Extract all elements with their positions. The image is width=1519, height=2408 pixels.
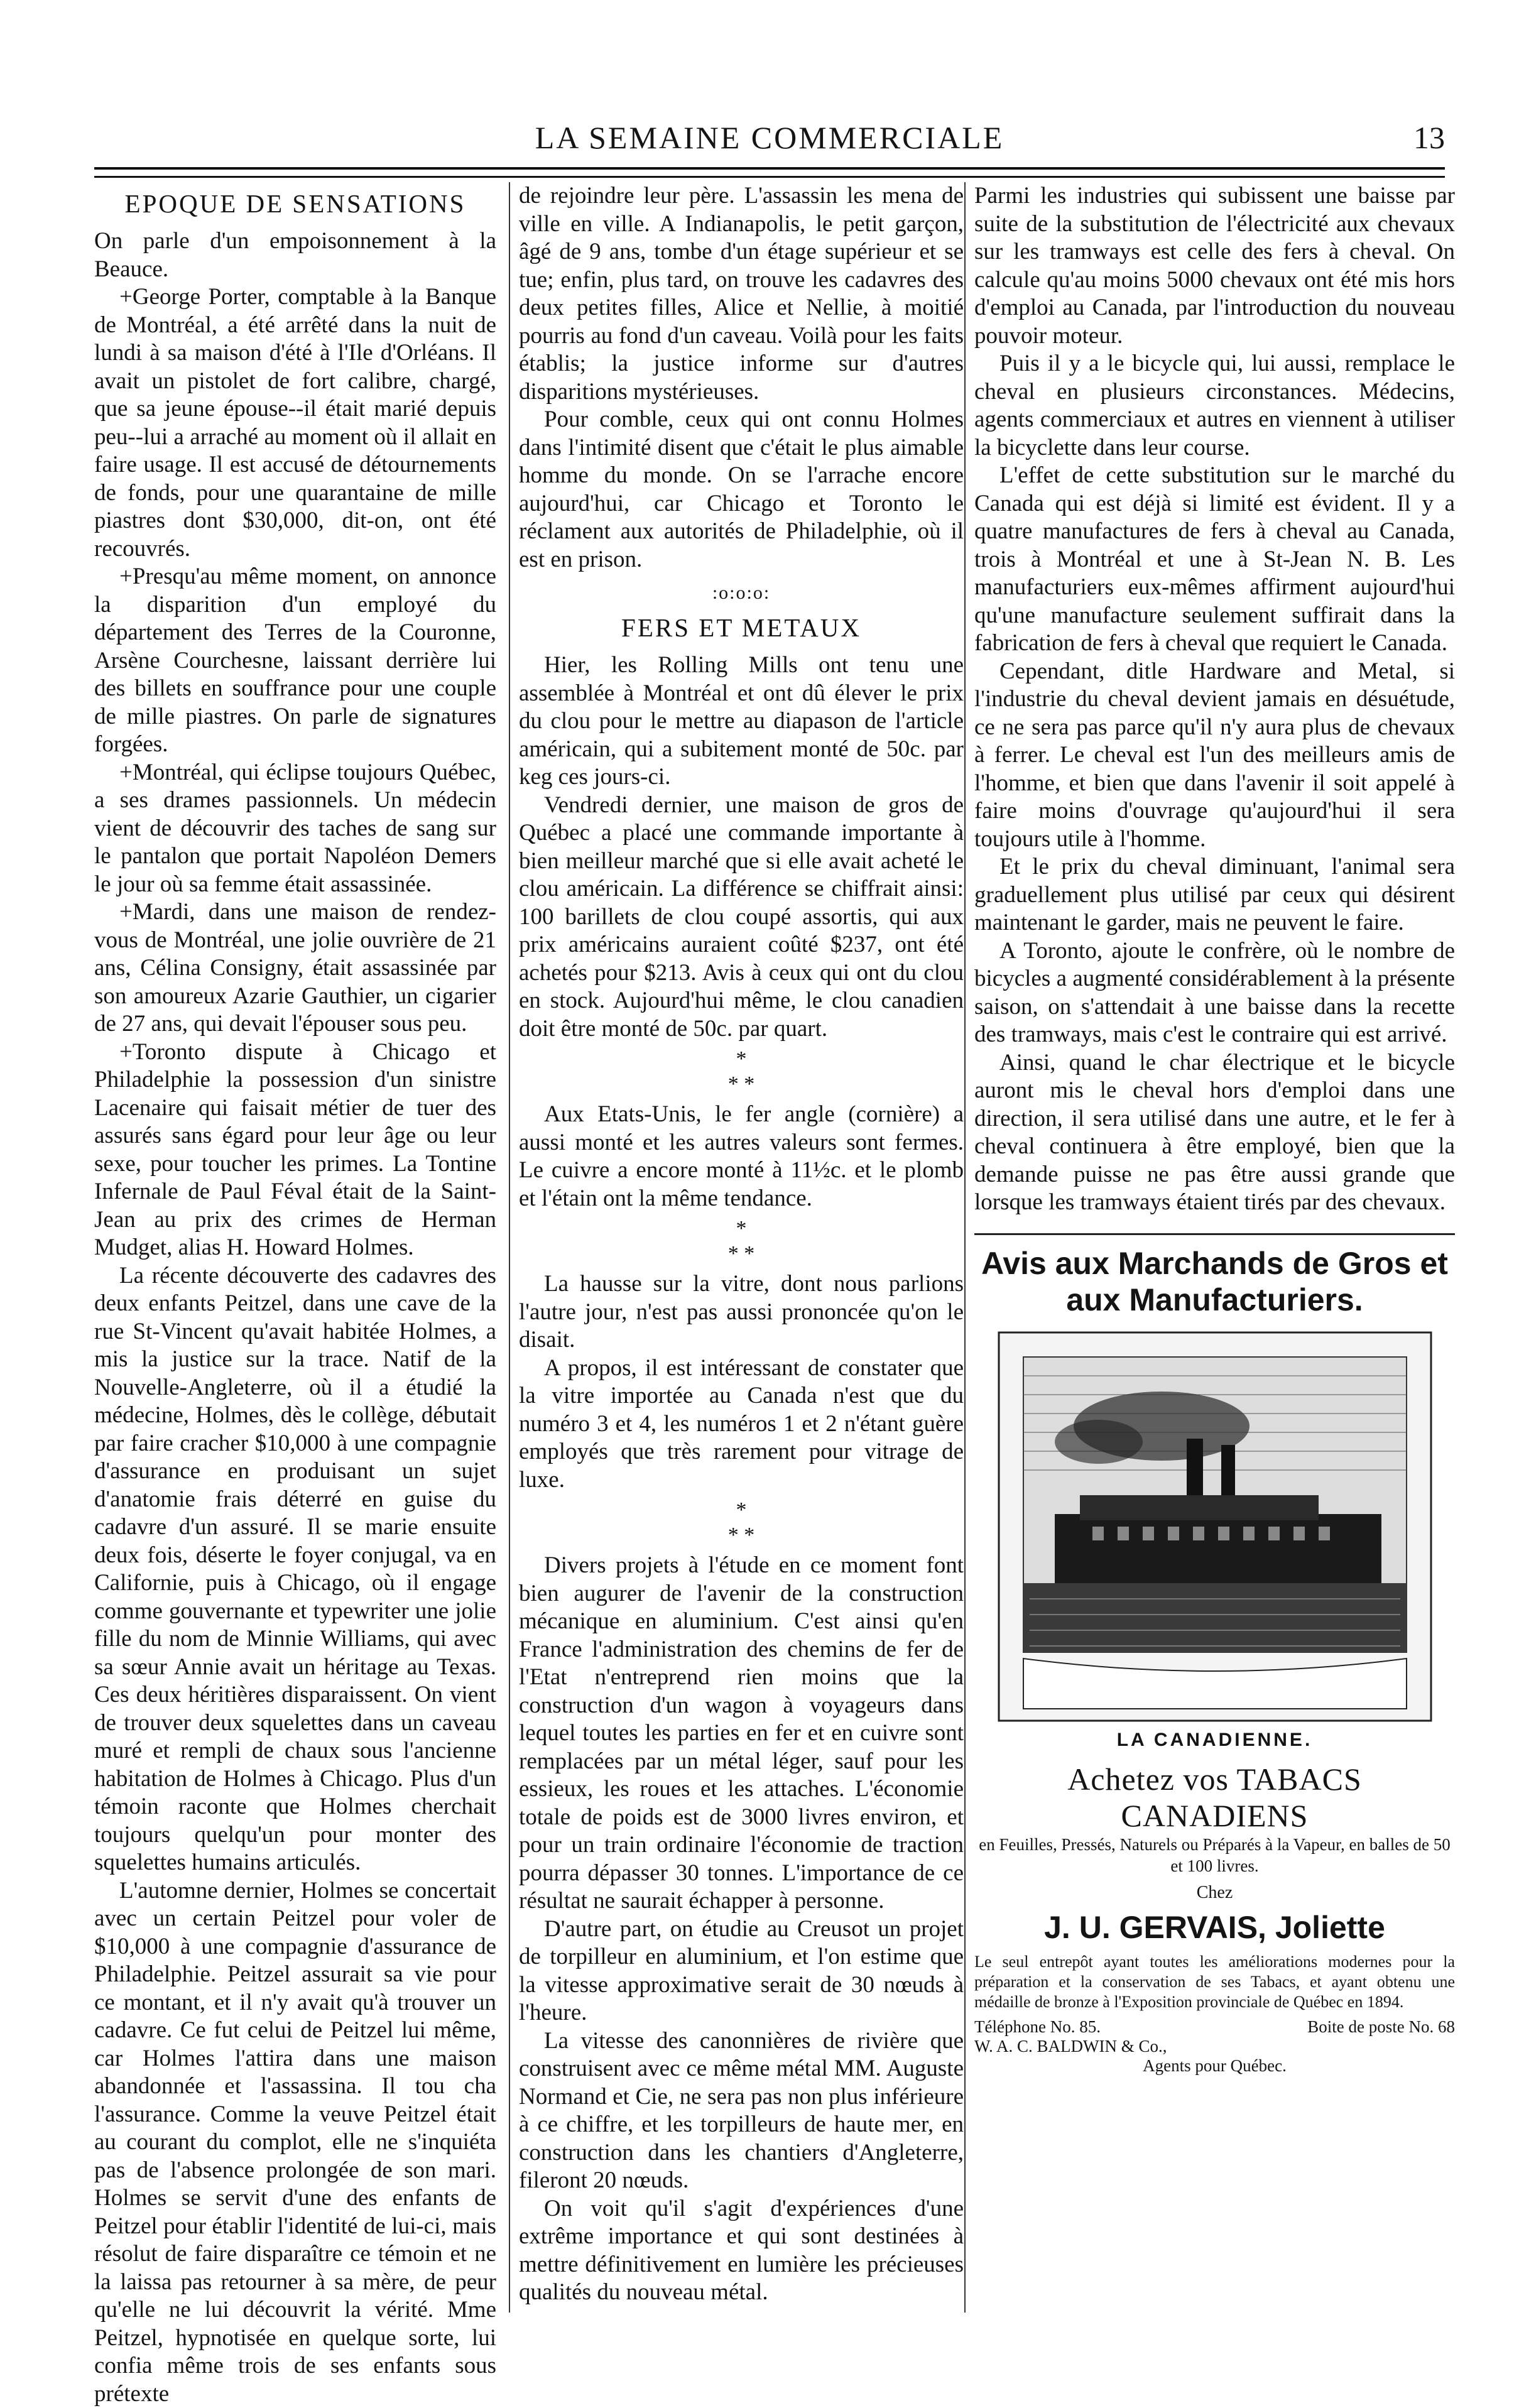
section-heading-fers: FERS ET METAUX xyxy=(519,613,964,643)
ad-title: Avis aux Marchands de Gros et aux Manufacturiers. xyxy=(974,1245,1455,1318)
ad-agent-sub: Agents pour Québec. xyxy=(974,2056,1455,2076)
publication-title: LA SEMAINE COMMERCIALE xyxy=(94,119,1445,156)
ad-telephone: Téléphone No. 85. xyxy=(974,2017,1101,2037)
article-paragraph: La vitesse des canonnières de rivière que construisent avec ce même métal MM. Auguste Normand et Cie, ne sera pas non plus inférieure à ce chiffre, et les torpilleurs de haute mer, en construction dans les chantiers d'Angleterre, fileront 20 nœuds. xyxy=(519,2027,964,2195)
article-paragraph: de rejoindre leur père. L'assassin les mena de ville en ville. A Indianapolis, le petit garçon, âgé de 9 ans, tombe d'un étage supérieur et se tue; enfin, plus tard, on trouve les cadavres des deux petites filles, Alice et Nellie, à moitié pourris au fond d'un caveau. Voilà pour les faits établis; la justice informe sur d'autres disparitions mystérieuses. xyxy=(519,182,964,406)
header-rule xyxy=(94,167,1445,178)
article-paragraph: Aux Etats-Unis, le fer angle (cornière) a aussi monté et les autres valeurs sont fermes. Le cuivre a encore monté à 11½c. et le plomb et l'étain ont la même tendance. xyxy=(519,1101,964,1212)
asterism-ornament: * * * xyxy=(519,1216,964,1267)
ad-agent: W. A. C. BALDWIN & Co., xyxy=(974,2037,1455,2056)
article-paragraph: +George Porter, comptable à la Banque de Montréal, a été arrêté dans la nuit de lundi à sa maison d'été à l'Ile d'Orléans. Il avait un pistolet de fort calibre, chargé, que sa jeune épouse--il était marié depuis peu--lui a arraché au moment où il allait en faire usage. Il est accusé de détournements de fonds, pour une quarantaine de mille piastres dont $30,000, dit-on, ont été recouvrés. xyxy=(94,283,496,563)
article-paragraph: L'effet de cette substitution sur le marché du Canada qui est déjà si limité est évident. Il y a quatre manufactures de fers à cheval au Canada, trois à Montréal et une à St-Jean N. B. Les manufacturiers eux-mêmes affirment aujourd'hui qu'une manufacture seulement suffirait dans la fabrication de fers à cheval que requiert le Canada. xyxy=(974,462,1455,658)
article-paragraph: Pour comble, ceux qui ont connu Holmes dans l'intimité disent que c'était le plus aimable homme du monde. On se l'arrache encore aujourd'hui, car Chicago et Toronto le réclament aux autorités de Philadelphie, où il est en prison. xyxy=(519,406,964,574)
article-paragraph: Divers projets à l'étude en ce moment font bien augurer de l'avenir de la construction mécanique en aluminium. C'est ainsi qu'en France l'administration des chemins de fer de l'Etat n'entreprend rien moins que la construction d'un wagon à voyageurs dans lequel toutes les parties en fer et en cuivre sont remplacées par un métal léger, sauf pour les essieux, les roues et les attaches. L'économie totale de poids est de 3000 livres environ, et pour un train ordinaire l'économie de traction pourra dépasser 30 tonnes. L'importance de ce résultat ne saurait échapper à personne. xyxy=(519,1552,964,1915)
article-paragraph: Puis il y a le bicycle qui, lui aussi, remplace le cheval en plusieurs circonstances. Médecins, agents commerciaux et autres en viennent à utiliser la bicyclette dans leur course. xyxy=(974,350,1455,462)
article-paragraph: D'autre part, on étudie au Creusot un projet de torpilleur en aluminium, et l'on estime que la vitesse approximative serait de 30 nœuds à l'heure. xyxy=(519,1915,964,2027)
section-heading-epoque: EPOQUE DE SENSATIONS xyxy=(94,188,496,219)
asterism-ornament: * * * xyxy=(519,1498,964,1548)
ad-chez: Chez xyxy=(974,1883,1455,1903)
steamboat-engraving xyxy=(998,1332,1432,1721)
column-right xyxy=(964,182,1455,2313)
article-paragraph: On voit qu'il s'agit d'expériences d'une extrême importance et qui sont destinées à mettre définitivement en lumière les précieuses qualités du nouveau métal. xyxy=(519,2195,964,2307)
ad-description: Le seul entrepôt ayant toutes les améliorations modernes pour la préparation et la conservation de ses Tabacs, et ayant obtenu une médaille de bronze à l'Exposition provinciale de Québec en 1894. xyxy=(974,1952,1455,2012)
article-paragraph: +Toronto dispute à Chicago et Philadelphie la possession d'un sinistre Lacenaire qui faisait métier de tuer des assurés sans égard pour leur âge ou leur sexe, pour toucher les primes. La Tontine Infernale de Paul Féval était de la Saint-Jean au prix des crimes de Herman Mudget, alias H. Howard Holmes. xyxy=(94,1038,496,1262)
article-paragraph: +Montréal, qui éclipse toujours Québec, a ses drames passionnels. Un médecin vient de découvrir des taches de sang sur le pantalon que portait Napoléon Demers le jour où sa femme était assassinée. xyxy=(94,759,496,899)
page-number: 13 xyxy=(1413,119,1445,156)
ad-merchant-name: J. U. GERVAIS, Joliette xyxy=(974,1909,1455,1946)
article-paragraph: On parle d'un empoisonnement à la Beauce. xyxy=(94,227,496,283)
article-paragraph: La hausse sur la vitre, dont nous parlions l'autre jour, n'est pas aussi prononcée qu'on le disait. xyxy=(519,1270,964,1354)
column-middle xyxy=(509,182,964,2313)
article-paragraph: Ainsi, quand le char électrique et le bicycle auront mis le cheval hors d'emploi dans une direction, il sera utilisé dans une autre, et le fer à cheval continuera à être employé, bien que la demande puisse ne pas être aussi grande que lorsque les tramways étaient tirés par des chevaux. xyxy=(974,1049,1455,1217)
article-paragraph: A Toronto, ajoute le confrère, où le nombre de bicycles a augmenté considérablement à la présente saison, on s'attendait à une baisse dans la recette des tramways, mais c'est le contraire qui est arrivé. xyxy=(974,937,1455,1049)
article-paragraph: Et le prix du cheval diminuant, l'animal sera graduellement plus utilisé par ceux qui désirent maintenant le garder, mais ne peuvent le faire. xyxy=(974,853,1455,937)
article-paragraph: Hier, les Rolling Mills ont tenu une assemblée à Montréal et ont dû élever le prix du clou pour le mettre au diapason de l'article américain, qui a subitement monté de 50c. par keg ces jours-ci. xyxy=(519,651,964,792)
article-paragraph: +Presqu'au même moment, on annonce la disparition d'un employé du département des Terres de la Couronne, Arsène Courchesne, laissant derrière lui des billets en souffrance pour une couple de mille piastres. On parle de signatures forgées. xyxy=(94,563,496,759)
ad-post-box: Boite de poste No. 68 xyxy=(1307,2017,1455,2037)
ad-contact-row xyxy=(974,2017,1455,2037)
page-header xyxy=(94,107,1445,163)
article-paragraph: L'automne dernier, Holmes se concertait avec un certain Peitzel pour voler de $10,000 à une compagnie d'assurance de Philadelphie. Peitzel assurait sa vie pour ce montant, et il n'y avait qu'à trouver un cadavre. Ce fut celui de Peitzel lui même, car Holmes l'attira dans une maison abandonnée et l'assassina. Il tou cha l'assurance. Comme la veuve Peitzel était au courant du complot, elle ne s'inquiéta pas de l'absence prolongée de son mari. Holmes se servit d'une des enfants de Peitzel pour établir l'identité de lui-ci, mais résolut de faire disparaître ce témoin et ne la laissa pas retourner à sa mère, de peur qu'elle ne lui découvrit la vérité. Mme Peitzel, hypnotisée en quelque sorte, lui confia même trois de ses enfants sous prétexte xyxy=(94,1877,496,2408)
ad-tabacs-line: Achetez vos TABACS CANADIENS xyxy=(974,1761,1455,1834)
ad-forms-line: en Feuilles, Pressés, Naturels ou Préparés à la Vapeur, en balles de 50 et 100 livres. xyxy=(974,1834,1455,1877)
tobacco-advertisement xyxy=(974,1233,1455,2076)
column-left xyxy=(94,182,496,2313)
article-paragraph: Parmi les industries qui subissent une baisse par suite de la substitution de l'électricité aux chevaux sur les tramways est celle des fers à cheval. On calcule qu'au moins 5000 chevaux ont été mis hors d'emploi au Canada, par l'introduction du nouveau pouvoir moteur. xyxy=(974,182,1455,350)
engraving-caption: LA CANADIENNE. xyxy=(974,1730,1455,1751)
asterism-ornament: * * * xyxy=(519,1047,964,1097)
article-paragraph: +Mardi, dans une maison de rendez-vous de Montréal, une jolie ouvrière de 21 ans, Célina Consigny, était assassinée par son amoureux Azarie Gauthier, un cigarier de 27 ans, qui devait l'épouser sous peu. xyxy=(94,898,496,1038)
article-paragraph: Vendredi dernier, une maison de gros de Québec a placé une commande importante à bien meilleur marché que si elle avait acheté le clou américain. La différence se chiffrait ainsi: 100 barillets de clou coupé assortis, qui aux prix américains auraient coûté $237, ont été achetés pour $213. Avis à ceux qui ont du clou en stock. Aujourd'hui même, le clou canadien doit être monté de 50c. par quart. xyxy=(519,792,964,1043)
section-divider: :o:o:o: xyxy=(519,582,964,604)
article-paragraph: A propos, il est intéressant de constater que la vitre importée au Canada n'est que du numéro 3 et 4, les numéros 1 et 2 n'étant guère employés que très rarement pour vitrage de luxe. xyxy=(519,1354,964,1495)
article-paragraph: Cependant, ditle Hardware and Metal, si l'industrie du cheval devient jamais en désuétude, ce ne sera pas parce qu'il n'y aura plus de chevaux à ferrer. Le cheval est l'un des meilleurs amis de l'homme, et bien que dans l'avenir il soit appelé à faire moins d'ouvrage qu'aujourd'hui il sera toujours utile à l'homme. xyxy=(974,658,1455,854)
article-paragraph: La récente découverte des cadavres des deux enfants Peitzel, dans une cave de la rue St-Vincent qu'avait habitée Holmes, a mis la justice sur la trace. Natif de la Nouvelle-Angleterre, où il a étudié la médecine, Holmes, dès le collège, débutait par faire cracher $10,000 à une compagnie d'assurance en produisant un sujet d'anatomie frais déterré en guise du cadavre d'un assuré. Il se marie ensuite deux fois, déserte le foyer conjugal, va en Californie, puis à Chicago, où il engage comme gouvernante et typewriter une jolie fille du nom de Minnie Williams, qui avec sa sœur Annie avait un héritage au Texas. Ces deux héritières disparaissent. On vient de trouver deux squelettes dans un caveau muré et rempli de chaux sous l'ancienne habitation de Holmes à Chicago. Plus d'un témoin raconte que Holmes cherchait toujours quelqu'un pour monter des squelettes humains articulés. xyxy=(94,1262,496,1877)
